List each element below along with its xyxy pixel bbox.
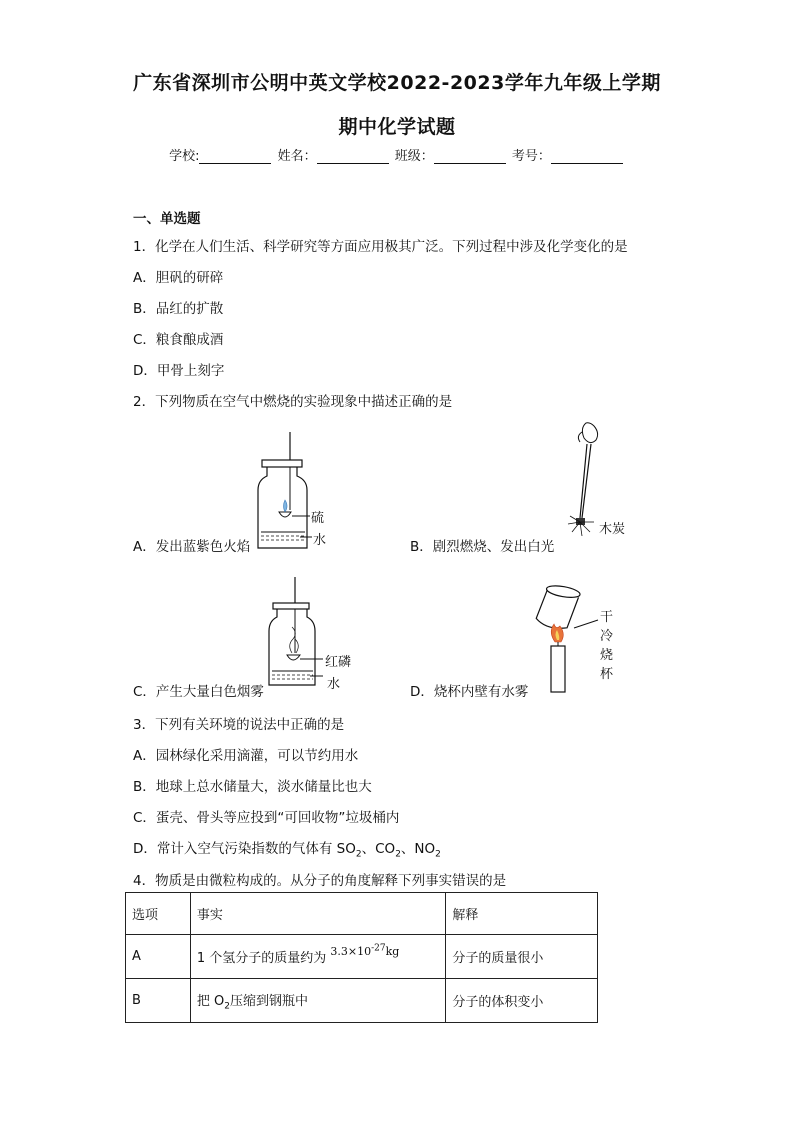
mass-unit: kg xyxy=(385,945,400,958)
sub-2: 2 xyxy=(224,1001,230,1012)
q1-stem: 1．化学在人们生活、科学研究等方面应用极其广泛。下列过程中涉及化学变化的是 xyxy=(133,239,628,255)
q2-stem: 2．下列物质在空气中燃烧的实验现象中描述正确的是 xyxy=(133,394,453,410)
beaker-label-4: 杯 xyxy=(600,667,614,682)
sulfur-jar-figure xyxy=(255,430,345,555)
q1-option-d: D．甲骨上刻字 xyxy=(133,363,225,379)
class-field[interactable] xyxy=(434,151,506,164)
table-row xyxy=(126,935,598,979)
red-phosphorus-jar-figure xyxy=(265,575,355,695)
beaker-candle-figure xyxy=(530,570,610,695)
row-a-fact-text: 1 个氢分子的质量约为 xyxy=(196,951,327,966)
school-label: 学校: xyxy=(169,149,200,164)
q3-option-d xyxy=(133,837,441,860)
title-line-2: 期中化学试题 xyxy=(338,116,456,138)
q1-option-c: C．粮食酿成酒 xyxy=(133,332,224,348)
q3-option-d-text: D．常计入空气污染指数的气体有 SO xyxy=(133,841,356,857)
charcoal-label: 木炭 xyxy=(599,522,626,537)
q2-option-b: B．剧烈燃烧、发出白光 xyxy=(410,539,555,555)
beaker-label-1: 干 xyxy=(600,610,614,625)
q4-stem: 4．物质是由微粒构成的。从分子的角度解释下列事实错误的是 xyxy=(133,873,507,889)
name-field[interactable] xyxy=(317,151,389,164)
name-label: 姓名： xyxy=(277,149,317,164)
water-label-a: 水 xyxy=(313,533,327,548)
beaker-label-3: 烧 xyxy=(600,648,614,663)
section-title: 一、单选题 xyxy=(133,211,201,227)
row-b-explain: 分子的体积变小 xyxy=(446,979,598,1023)
row-a-explain: 分子的质量很小 xyxy=(446,935,598,979)
q2-option-a: A．发出蓝紫色火焰 xyxy=(133,539,251,555)
header-option: 选项 xyxy=(126,893,191,935)
row-b-option: B xyxy=(126,979,191,1023)
student-info-row xyxy=(0,145,794,164)
header-fact: 事实 xyxy=(190,893,445,935)
q3-stem: 3．下列有关环境的说法中正确的是 xyxy=(133,717,345,733)
water-label-c: 水 xyxy=(327,677,341,692)
q2-option-d: D．烧杯内壁有水雾 xyxy=(410,684,529,700)
q3-option-d-no: 、NO xyxy=(400,841,436,857)
class-label: 班级： xyxy=(394,149,434,164)
sub-2: 2 xyxy=(395,849,401,860)
mass-value xyxy=(330,945,399,958)
q1-option-a: A．胆矾的研碎 xyxy=(133,270,224,286)
sub-2: 2 xyxy=(435,849,441,860)
row-b-fact-prefix: 把 O xyxy=(196,993,225,1009)
row-a-option: A xyxy=(126,935,191,979)
school-field[interactable] xyxy=(199,151,271,164)
sulfur-label: 硫 xyxy=(311,511,325,526)
q3-option-c: C．蛋壳、骨头等应投到“可回收物”垃圾桶内 xyxy=(133,810,400,826)
exam-number-field[interactable] xyxy=(551,151,623,164)
sub-2: 2 xyxy=(355,849,362,860)
q3-option-a: A．园林绿化采用滴灌，可以节约用水 xyxy=(133,748,359,764)
facts-table xyxy=(125,892,598,1023)
q3-option-b: B．地球上总水储量大，淡水储量比也大 xyxy=(133,779,372,795)
beaker-label-2: 冷 xyxy=(600,629,614,644)
header-explain: 解释 xyxy=(446,893,598,935)
mass-mantissa: 3.3×10 xyxy=(330,945,372,958)
q2-option-c: C．产生大量白色烟雾 xyxy=(133,684,264,700)
q1-option-b: B．品红的扩散 xyxy=(133,301,224,317)
title-line-1: 广东省深圳市公明中英文学校2022-2023学年九年级上学期 xyxy=(133,72,661,94)
table-row xyxy=(126,979,598,1023)
row-a-fact xyxy=(190,935,445,979)
table-header-row xyxy=(126,893,598,935)
red-phosphorus-label: 红磷 xyxy=(325,655,352,670)
row-b-fact xyxy=(190,979,445,1023)
row-b-fact-suffix: 压缩到钢瓶中 xyxy=(229,993,308,1009)
exam-number-label: 考号： xyxy=(511,149,551,164)
mass-exponent: -27 xyxy=(371,943,386,954)
q3-option-d-co: 、CO xyxy=(361,841,396,857)
